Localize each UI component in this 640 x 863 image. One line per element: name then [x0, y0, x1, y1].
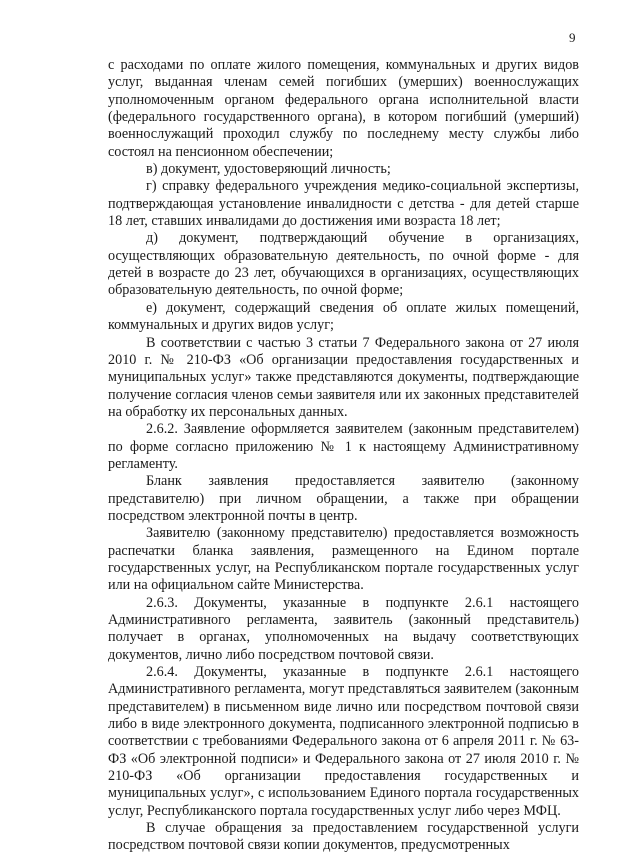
paragraph: г) справку федерального учреждения медико-социальной экспертизы, подтверждающая установление инвалидности с детства - для детей старше 18 лет, ставших инвалидами до достижения ими возраста 18 лет; [108, 178, 579, 230]
paragraph: д) документ, подтверждающий обучение в организациях, осуществляющих образовательную деятельность, по очной форме - для детей в возрасте до 23 лет, обучающихся в организациях, осуществляющих образовательную деятельность, по очной форме; [108, 230, 579, 299]
paragraph: Заявителю (законному представителю) предоставляется возможность распечатки бланка заявления, размещенного на Едином портале государственных услуг, на Республиканском портале государственных услуг или на официальном сайте Министерства. [108, 525, 579, 594]
paragraph: с расходами по оплате жилого помещения, коммунальных и других видов услуг, выданная членам семей погибших (умерших) военнослужащих уполномоченным органом федерального органа исполнительной власти (федерального государственного органа), в котором погибший (умерший) военнослужащий проходил службу по последнему месту службы либо состоял на пенсионном обеспечении; [108, 57, 579, 160]
paragraph: 2.6.3. Документы, указанные в подпункте 2.6.1 настоящего Административного регламента, заявитель (законный представитель) получает в органах, уполномоченных на выдачу соответствующих документов, лично либо посредством почтовой связи. [108, 594, 579, 663]
document-body [108, 57, 579, 855]
paragraph: в) документ, удостоверяющий личность; [146, 161, 391, 178]
paragraph: е) документ, содержащий сведения об оплате жилых помещений, коммунальных и других видов услуг; [108, 299, 579, 334]
paragraph: В соответствии с частью 3 статьи 7 Федерального закона от 27 июля 2010 г. № 210-ФЗ «Об организации предоставления государственных и муниципальных услуг» также представляются документы, подтверждающие получение согласия членов семьи заявителя или их законных представителей на обработку их персональных данных. [108, 334, 579, 420]
paragraph: В случае обращения за предоставлением государственной услуги посредством почтовой связи копии документов, предусмотренных [108, 820, 579, 854]
page-number: 9 [569, 30, 576, 45]
paragraph: 2.6.2. Заявление оформляется заявителем (законным представителем) по форме согласно приложению № 1 к настоящему Административному регламенту. [108, 421, 579, 472]
paragraph: 2.6.4. Документы, указанные в подпункте 2.6.1 настоящего Административного регламента, могут представляться заявителем (законным представителем) в письменном виде лично или посредством почтовой связи либо в виде электронного документа, подписанного электронной подписью в соответствии с требованиями Федерального закона от 6 апреля 2011 г. № 63-ФЗ «Об электронной подписи» и Федерального закона от 27 июля 2010 г. № 210-ФЗ «Об организации предоставления государственных и муниципальных услуг», с использованием Единого портала государственных услуг, Республиканского портала государственных услуг либо через МФЦ. [108, 664, 579, 819]
paragraph: Бланк заявления предоставляется заявителю (законному представителю) при личном обращении, а также при обращении посредством электронной почты в центр. [108, 473, 579, 524]
